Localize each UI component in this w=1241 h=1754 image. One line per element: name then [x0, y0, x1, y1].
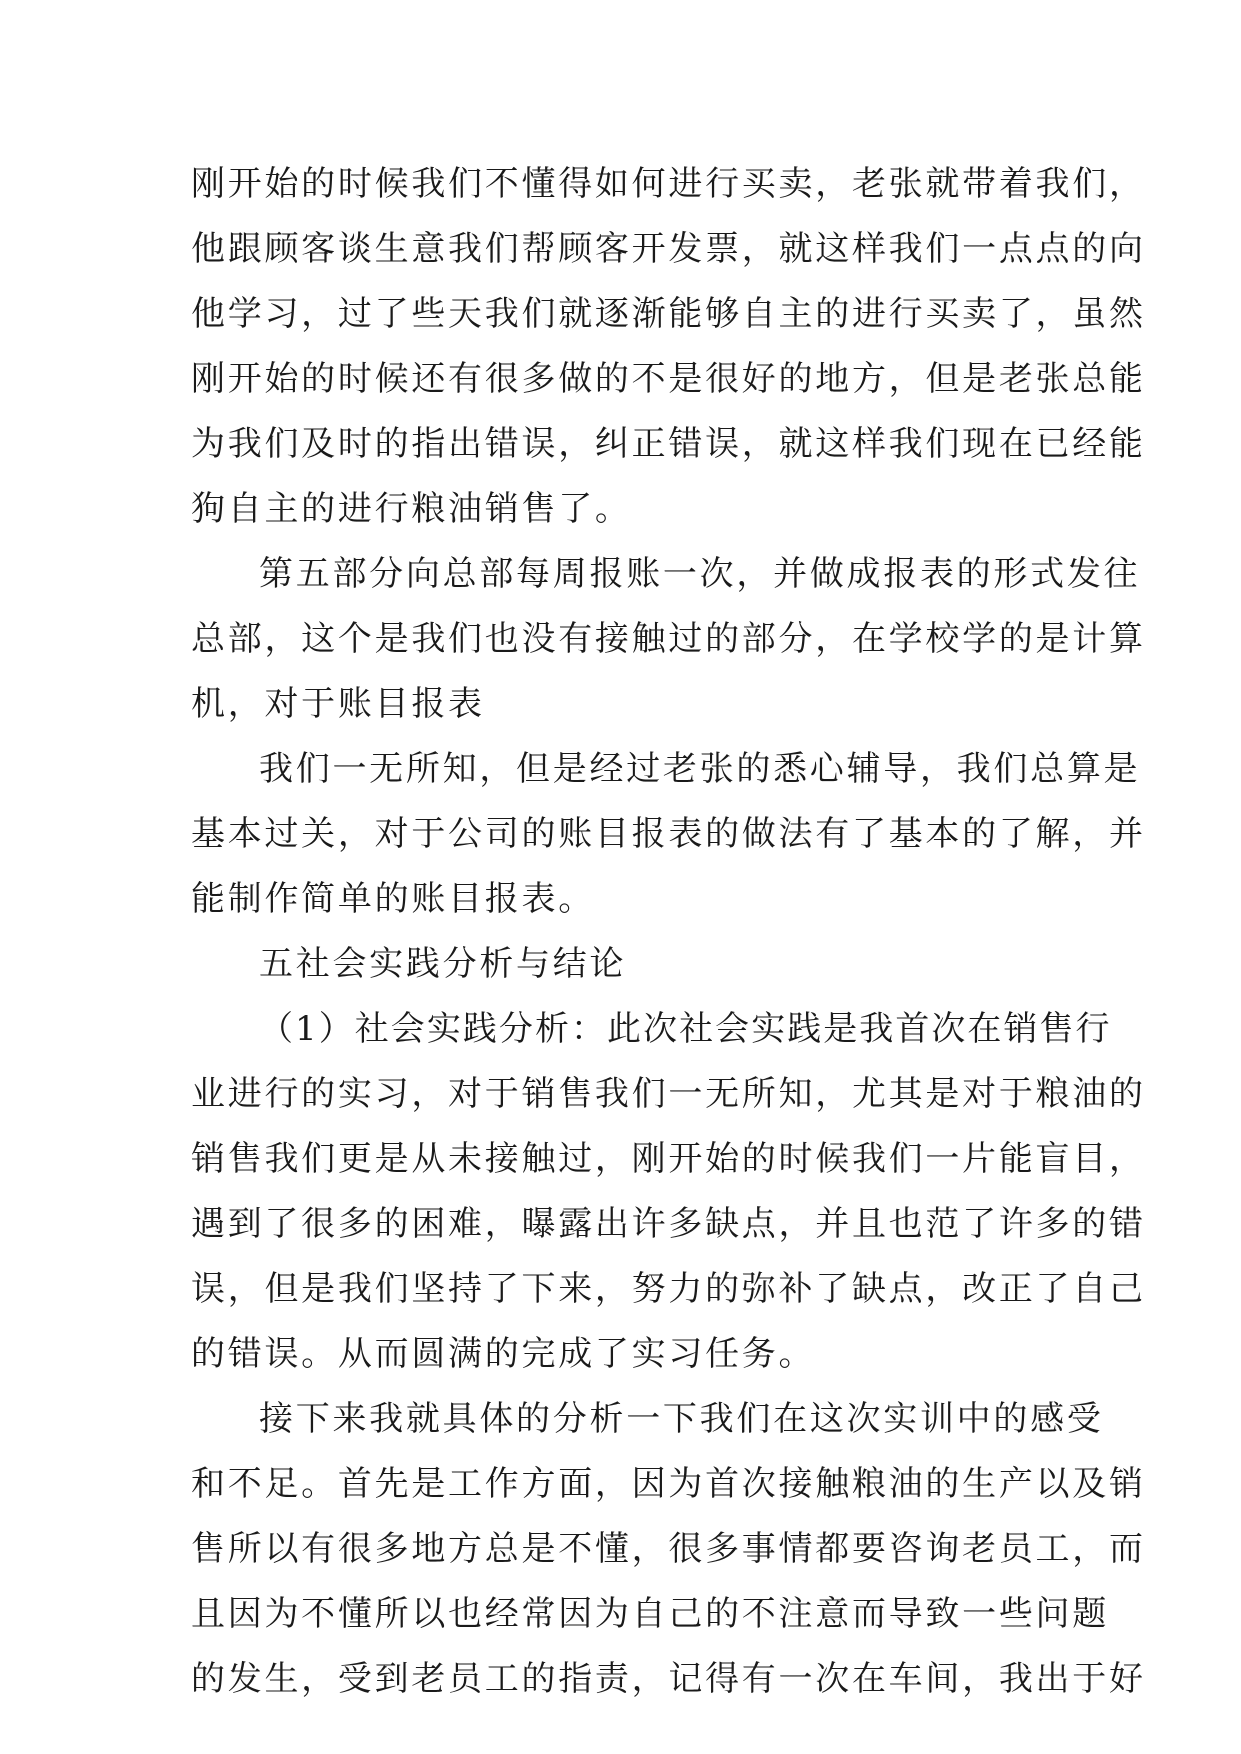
text-line: 他学习，过了些天我们就逐渐能够自主的进行买卖了，虽然 [191, 294, 1146, 334]
text-line: 业进行的实习，对于销售我们一无所知，尤其是对于粮油的 [191, 1074, 1146, 1114]
paragraph-start-line: 我们一无所知，但是经过老张的悉心辅导，我们总算是 [259, 749, 1141, 789]
paragraph-start-line: （1）社会实践分析：此次社会实践是我首次在销售行 [259, 1009, 1112, 1049]
text-line: 机，对于账目报表 [191, 684, 485, 724]
document-body [191, 152, 1146, 1712]
text-line: 他跟顾客谈生意我们帮顾客开发票，就这样我们一点点的向 [191, 229, 1146, 269]
text-line: 狗自主的进行粮油销售了。 [191, 489, 632, 529]
section-heading: 五社会实践分析与结论 [259, 944, 627, 984]
text-line: 遇到了很多的困难，曝露出许多缺点，并且也范了许多的错 [191, 1204, 1146, 1244]
text-line: 售所以有很多地方总是不懂，很多事情都要咨询老员工，而 [191, 1529, 1146, 1569]
text-line: 销售我们更是从未接触过，刚开始的时候我们一片能盲目， [191, 1139, 1146, 1179]
text-line: 误，但是我们坚持了下来，努力的弥补了缺点，改正了自己 [191, 1269, 1146, 1309]
text-line: 为我们及时的指出错误，纠正错误，就这样我们现在已经能 [191, 424, 1146, 464]
text-line: 刚开始的时候我们不懂得如何进行买卖，老张就带着我们， [191, 164, 1146, 204]
text-line: 的发生，受到老员工的指责，记得有一次在车间，我出于好 [191, 1659, 1146, 1699]
text-line: 刚开始的时候还有很多做的不是很好的地方，但是老张总能 [191, 359, 1146, 399]
text-line: 总部，这个是我们也没有接触过的部分，在学校学的是计算 [191, 619, 1146, 659]
text-line: 基本过关，对于公司的账目报表的做法有了基本的了解，并 [191, 814, 1146, 854]
paragraph-start-line: 第五部分向总部每周报账一次，并做成报表的形式发往 [259, 554, 1141, 594]
paragraph-start-line: 接下来我就具体的分析一下我们在这次实训中的感受 [259, 1399, 1104, 1439]
text-line: 且因为不懂所以也经常因为自己的不注意而导致一些问题 [191, 1594, 1109, 1634]
text-line: 能制作简单的账目报表。 [191, 879, 595, 919]
text-line: 的错误。从而圆满的完成了实习任务。 [191, 1334, 816, 1374]
text-line: 和不足。首先是工作方面，因为首次接触粮油的生产以及销 [191, 1464, 1146, 1504]
